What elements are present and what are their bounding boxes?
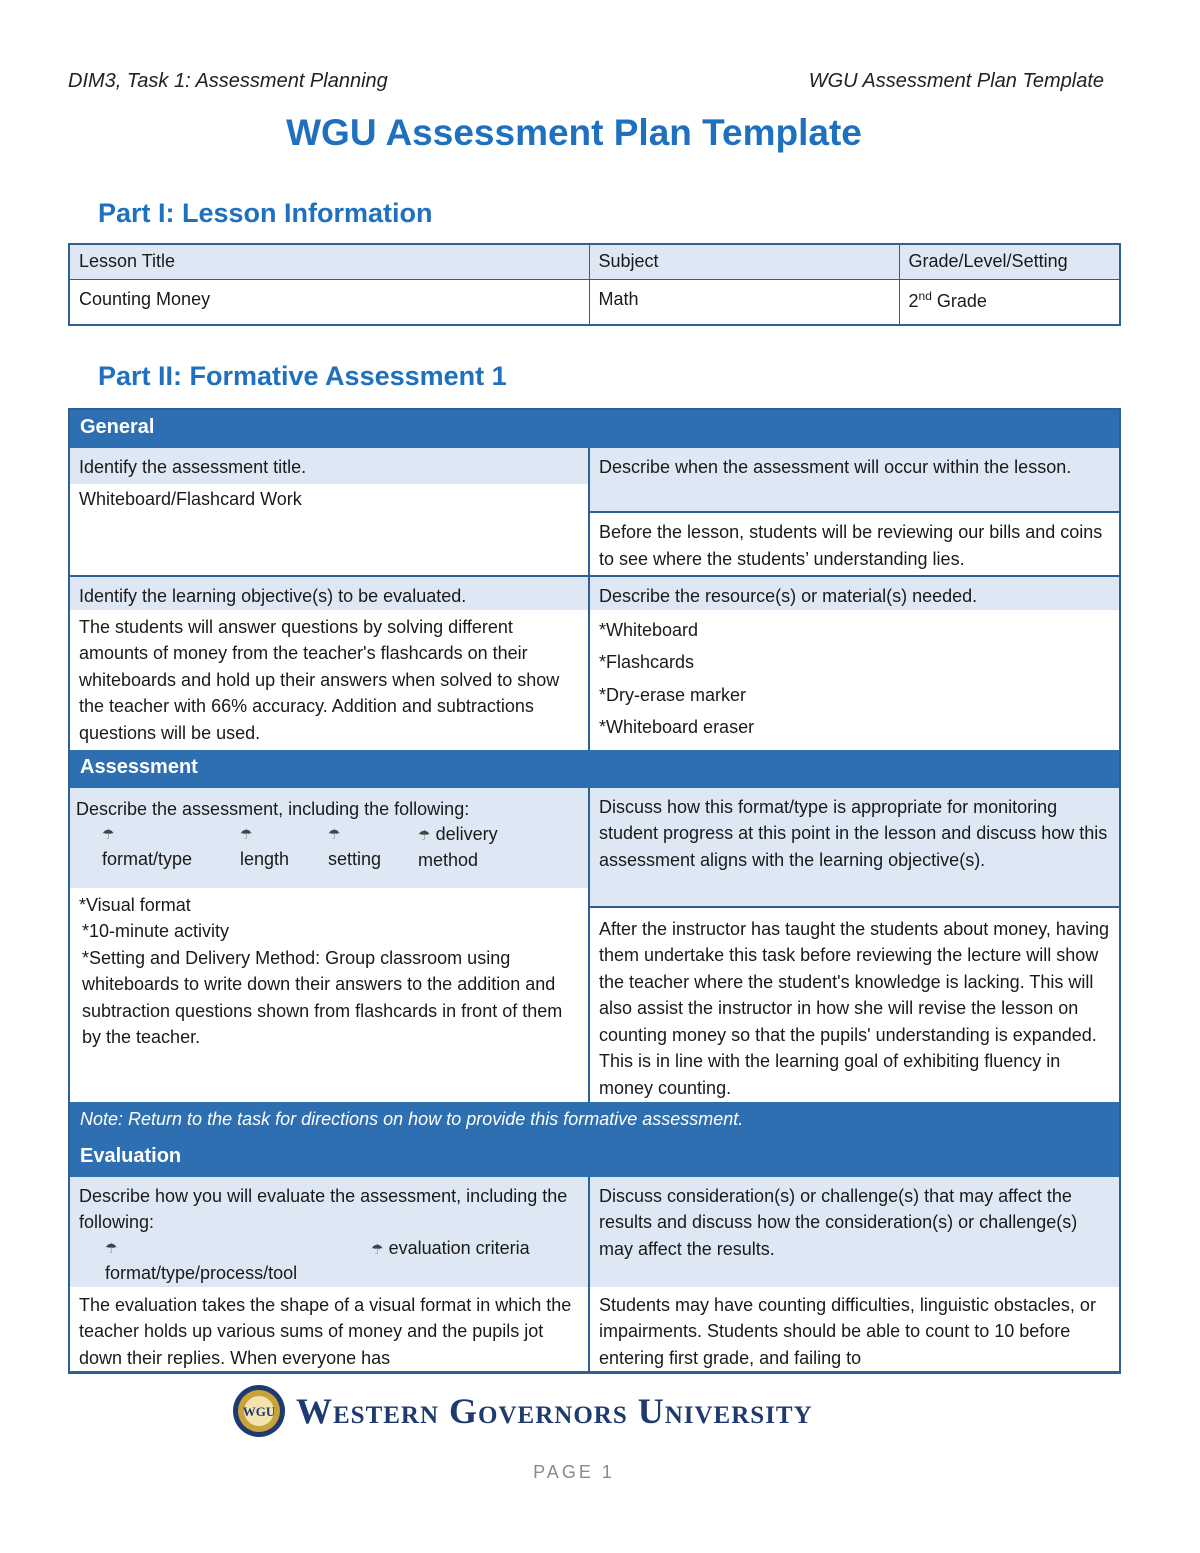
assessment-title-prompt: Identify the assessment title. [70, 448, 588, 484]
note-bar: Note: Return to the task for directions on how to provide this formative assessment. [69, 1102, 1120, 1139]
grade-value: 2nd Grade [899, 280, 1120, 326]
wgu-logo [232, 1384, 813, 1438]
wgu-seal-icon [232, 1384, 286, 1438]
assessment-title-value: Whiteboard/Flashcard Work [79, 489, 302, 509]
subject-header: Subject [589, 244, 899, 280]
part-2-heading: Part II: Formative Assessment 1 [98, 361, 507, 391]
describe-line: *Visual format [79, 894, 191, 915]
section-general: General [69, 409, 1120, 448]
assessment-title-cell [69, 448, 589, 576]
umbrella-icon: ☂ [105, 1239, 118, 1256]
page-number: PAGE 1 [533, 1462, 615, 1482]
describe-line: *Setting and Delivery Method: Group classroom using whiteboards to write down their answers to the addition and subtraction questions shown from flashcards in front of them by the teacher. [82, 947, 563, 1047]
bullet-format: format/type [102, 849, 193, 869]
challenge-prompt: Discuss consideration(s) or challenge(s) that may affect the results and discuss how the consideration(s) or challenge(s) may affect the results. [589, 1177, 1120, 1287]
grade-header: Grade/Level/Setting [899, 244, 1120, 280]
bullet-length: length [240, 849, 290, 869]
evaluate-prompt: Describe how you will evaluate the assessment, including the following: [79, 1185, 568, 1232]
discuss-value: After the instructor has taught the students about money, having them undertake this task before reviewing the lecture will show the teacher where the student's knowledge is lacking. This will also assist the instructor in how she will revise the lesson on counting money so that the pupils' understanding is expanded. This is in line with the learning goal of exhibiting fluency in money counting. [589, 907, 1120, 1102]
bullet-criteria: evaluation criteria [388, 1237, 530, 1258]
discuss-prompt: Discuss how this format/type is appropriate for monitoring student progress at this point in the lesson and discuss how this assessment aligns with the learning objective(s). [589, 788, 1120, 907]
describe-prompt: Describe the assessment, including the following: [76, 798, 470, 819]
resource-item: *Whiteboard [599, 619, 699, 640]
wgu-logo-text: Western Governors University [296, 1391, 813, 1431]
formative-assessment-table [68, 408, 1121, 1374]
evaluation-bullets [79, 1236, 579, 1286]
umbrella-icon: ☂ [240, 826, 253, 842]
bullet-setting: setting [328, 849, 382, 869]
describe-assessment-cell [69, 788, 589, 1102]
bullet-tool: format/type/process/tool [105, 1262, 298, 1283]
umbrella-icon: ☂ [418, 827, 431, 843]
bullet-delivery: ☂ delivery method [418, 824, 498, 870]
describe-line: *10-minute activity [82, 921, 230, 941]
evaluate-value: The evaluation takes the shape of a visual format in which the teacher holds up various sums of money and the pupils jot down their replies. When everyone has [69, 1287, 589, 1373]
umbrella-icon: ☂ [102, 826, 115, 842]
umbrella-icon: ☂ [371, 1240, 384, 1257]
section-assessment: Assessment [69, 750, 1120, 788]
lesson-title-value: Counting Money [69, 280, 589, 326]
resource-item: *Dry-erase marker [599, 684, 747, 705]
resources-list [589, 610, 1120, 750]
lesson-title-header: Lesson Title [69, 244, 589, 280]
challenge-value: Students may have counting difficulties, linguistic obstacles, or impairments. Students should be able to count to 10 before entering first grade, and failing to [589, 1287, 1120, 1373]
resource-item: *Flashcards [599, 652, 695, 672]
section-evaluation: Evaluation [69, 1139, 1120, 1177]
document-title: WGU Assessment Plan Template [286, 112, 862, 153]
objective-value: The students will answer questions by solving different amounts of money from the teacher's flashcards on their whiteboards and hold up their answers when solved to show the teacher with 66% accuracy. Addition and subtractions questions will be used. [69, 610, 589, 750]
evaluate-prompt-cell [69, 1177, 589, 1287]
objective-prompt: Identify the learning objective(s) to be evaluated. [69, 576, 589, 610]
assessment-bullets [76, 822, 582, 873]
when-value: Before the lesson, students will be reviewing our bills and coins to see where the students’ understanding lies. [589, 512, 1120, 576]
running-header-left: DIM3, Task 1: Assessment Planning [68, 70, 388, 92]
umbrella-icon: ☂ [328, 826, 341, 842]
resources-prompt: Describe the resource(s) or material(s) needed. [589, 576, 1120, 610]
part-1-heading: Part I: Lesson Information [98, 198, 433, 228]
subject-value: Math [589, 280, 899, 326]
when-prompt: Describe when the assessment will occur within the lesson. [589, 448, 1120, 512]
svg-text:WGU: WGU [242, 1404, 276, 1419]
resource-item: *Whiteboard eraser [599, 717, 755, 737]
running-header-right: WGU Assessment Plan Template [808, 70, 1104, 92]
lesson-info-table [68, 243, 1121, 326]
